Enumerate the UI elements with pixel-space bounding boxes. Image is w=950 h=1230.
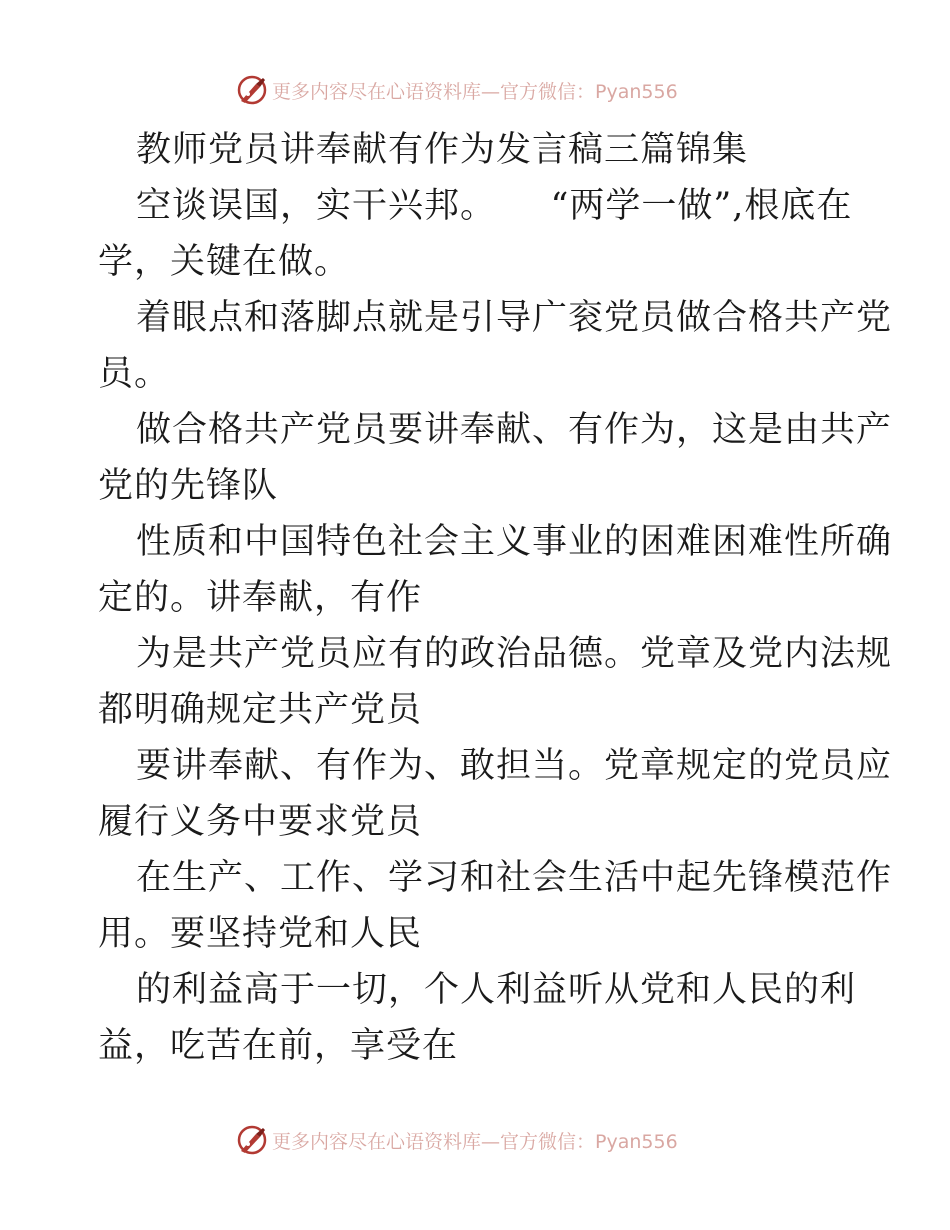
header-wechat-id: Pyan556 [595,80,678,103]
logo-icon [236,1124,268,1156]
text-line: 要讲奉献、有作为、敢担当。党章规定的党员应 [136,746,893,786]
text-line: 益，吃苦在前，享受在 [98,1026,459,1066]
text-line: 在生产、工作、学习和社会生活中起先锋模范作 [136,858,893,898]
text-line: 的利益高于一切，个人利益听从党和人民的利 [136,970,857,1010]
text-line: 定的。讲奉献，有作 [98,578,423,618]
text-line: 履行义务中要求党员 [98,802,423,842]
text-line: 党的先锋队 [98,466,279,506]
text-line: 员。 [98,354,171,394]
footer-wechat-id: Pyan556 [595,1130,678,1153]
text-line: 为是共产党员应有的政治品德。党章及党内法规 [136,634,893,674]
footer-banner-text: 更多内容尽在心语资料库—官方微信：Pyan556 [272,1130,678,1153]
header-banner [236,72,678,108]
text-line: 做合格共产党员要讲奉献、有作为，这是由共产 [136,410,893,450]
text-line: 都明确规定共产党员 [98,690,423,730]
footer-banner [236,1122,678,1158]
text-line: 教师党员讲奉献有作为发言稿三篇锦集 [136,130,749,170]
text-line: 着眼点和落脚点就是引导广衮党员做合格共产党 [136,298,893,338]
text-line: 空谈误国，实干兴邦。 “两学一做”,根底在 [136,186,853,226]
text-line: 用。要坚持党和人民 [98,914,423,954]
text-line: 性质和中国特色社会主义事业的困难困难性所确 [136,522,893,562]
header-banner-text: 更多内容尽在心语资料库—官方微信：Pyan556 [272,80,678,103]
text-line: 学，关键在做。 [98,242,351,282]
document-body [98,122,893,1074]
logo-icon [236,74,268,106]
